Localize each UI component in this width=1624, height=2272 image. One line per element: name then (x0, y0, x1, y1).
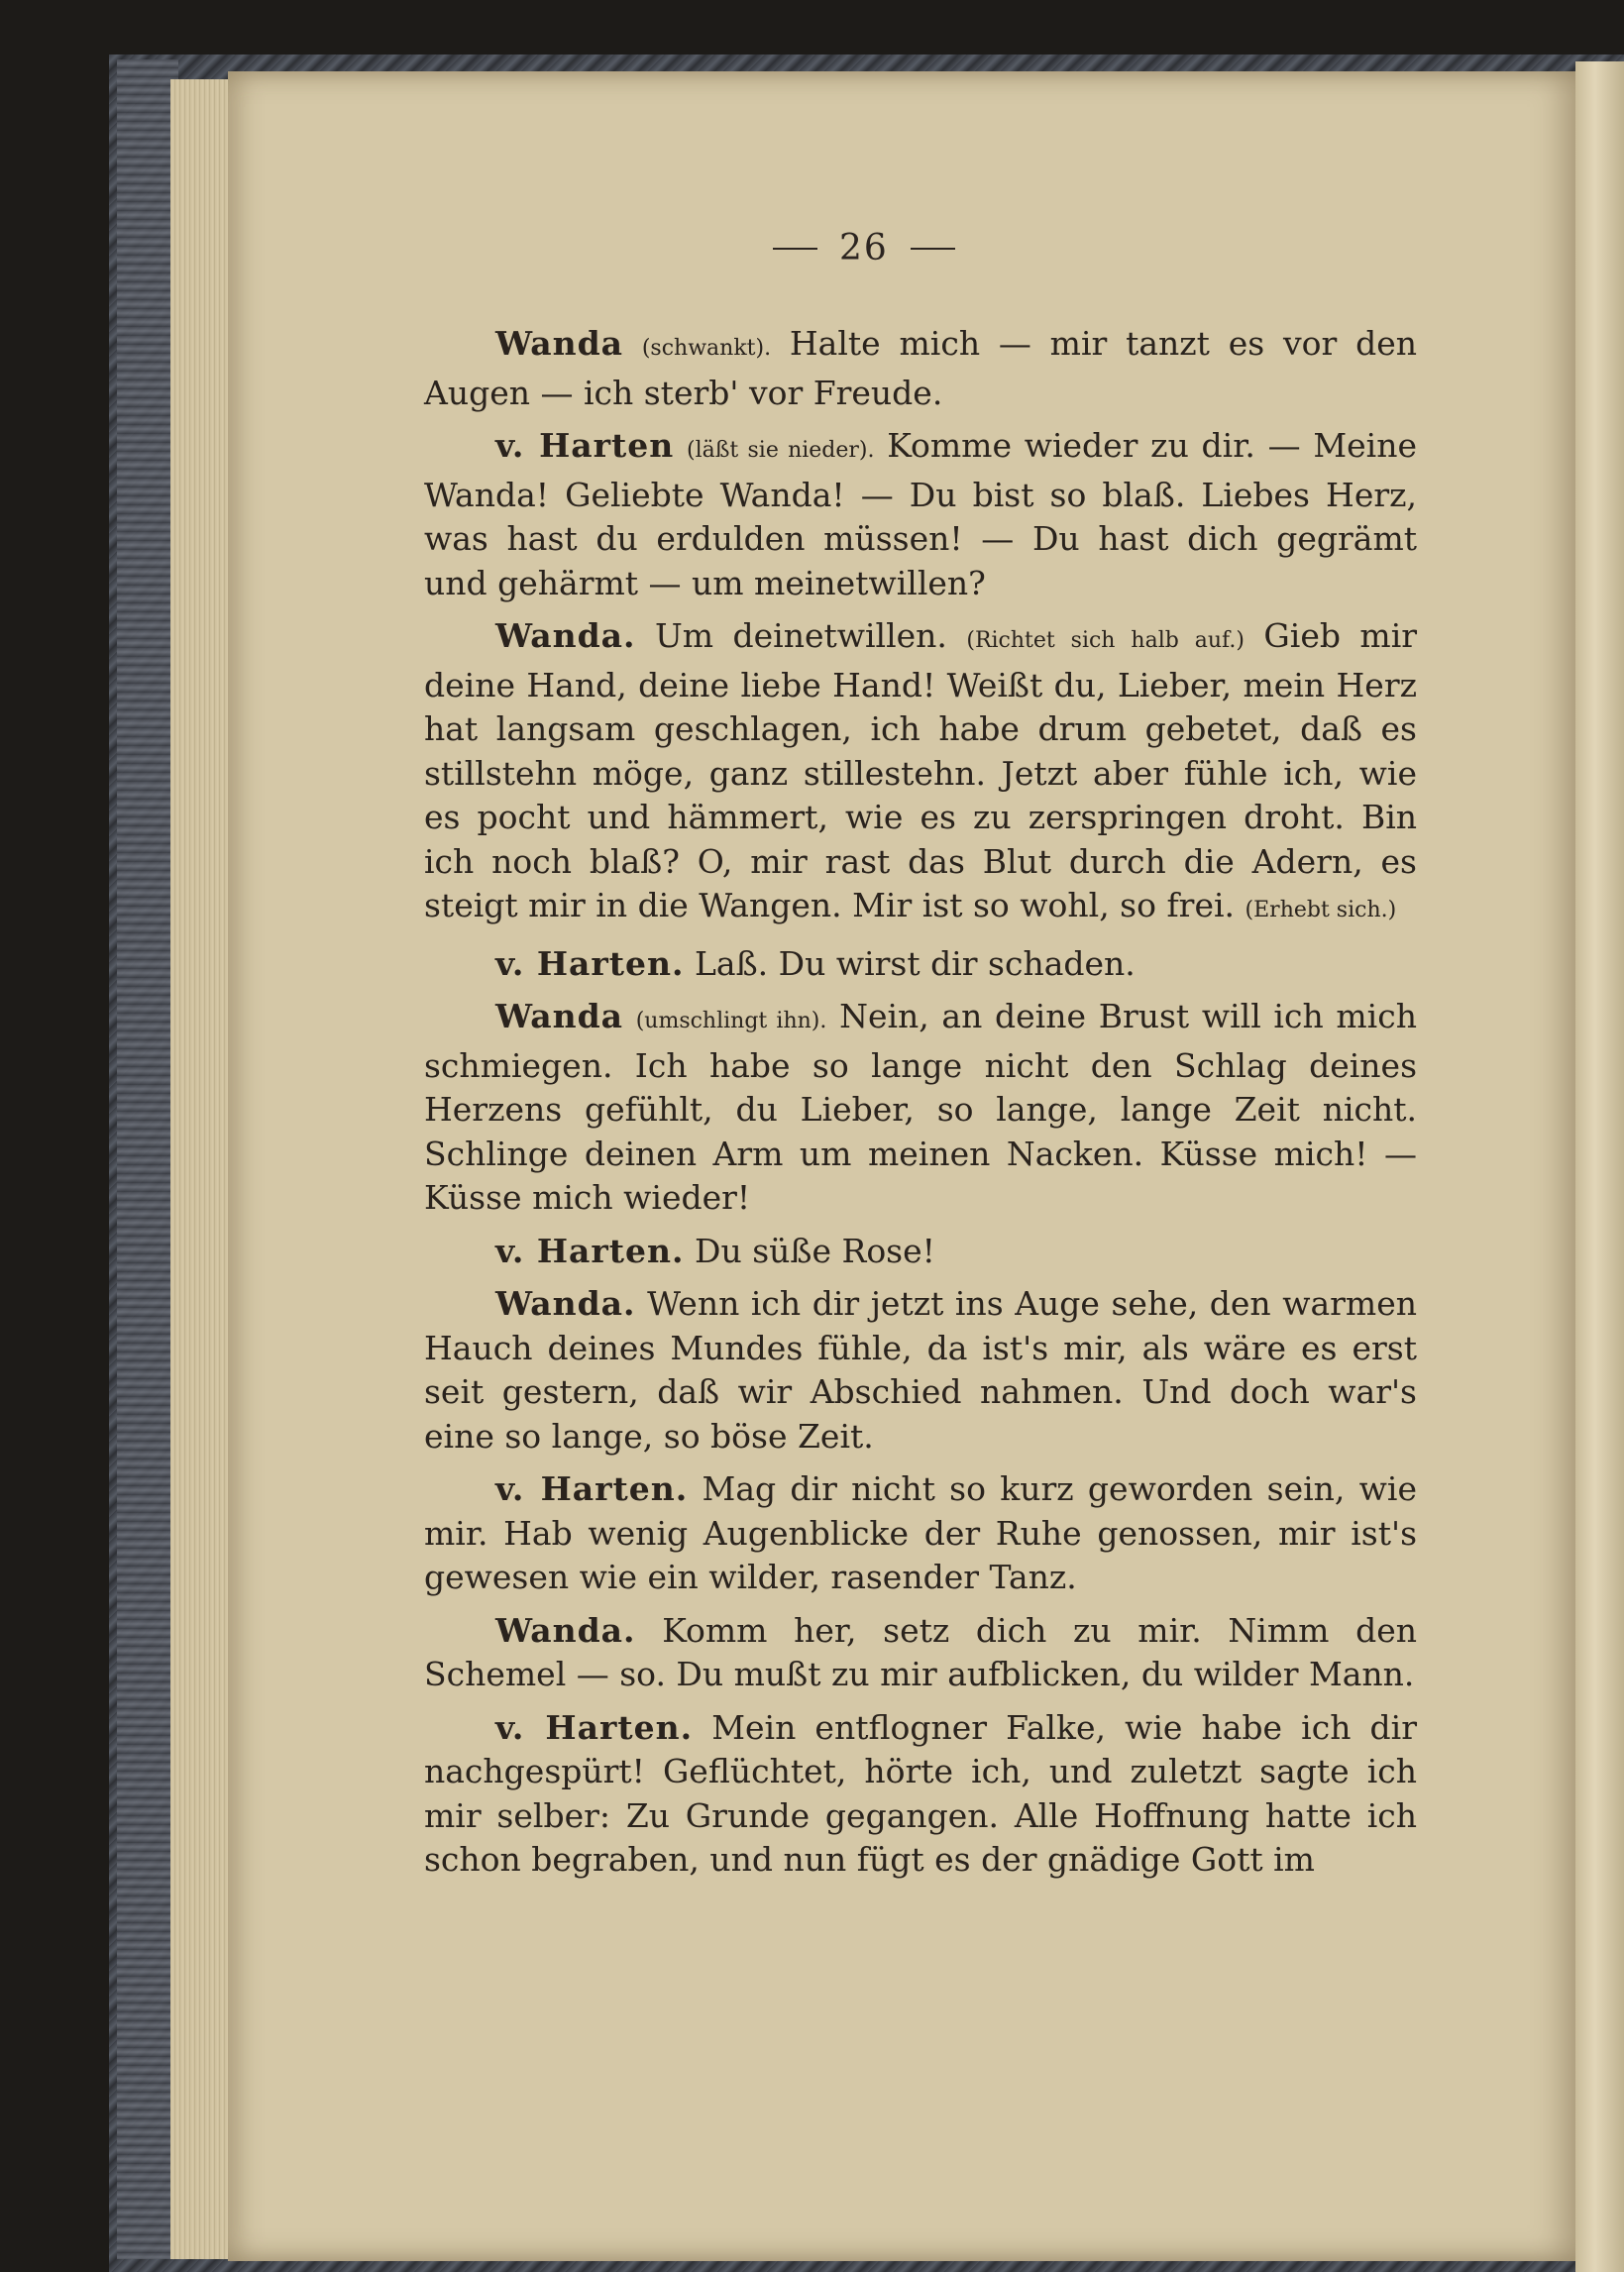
line-text: Wenn ich dir jetzt ins Auge sehe, den warmen Hauch deines Mundes fühle, da ist's mir, als wäre es erst seit gestern, daß wir Abschied nahmen. Und doch war's eine so lange, so böse Zeit. (424, 1284, 1417, 1456)
speaker-name: Wanda (495, 997, 624, 1035)
speaker-name: v. Harten. (495, 1469, 689, 1508)
line-text: Nein, an deine Brust will ich mich schmiegen. Ich habe so lange nicht den Schlag deines Herzens gefühlt, du Lieber, so lange, lange Zeit nicht. Schlinge deinen Arm um meinen Nacken. Küsse mich! — Küsse mich wieder! (424, 997, 1417, 1217)
speaker-name: v. Harten (495, 426, 675, 465)
paragraph (424, 424, 1417, 605)
line-text: Komme wieder zu dir. — Meine Wanda! Geliebte Wanda! — Du bist so blaß. Liebes Herz, was hast du erdulden müssen! — Du hast dich gegrämt und gehärmt — um meinetwillen? (424, 426, 1417, 602)
paragraph (424, 995, 1417, 1221)
line-text: Mein entflogner Falke, wie habe ich dir nachgespürt! Geflüchtet, hörte ich, und zuletzt sagte ich mir selber: Zu Grunde gegangen. Alle Hoffnung hatte ich schon begraben, und nun fügt es der gnädige Gott im (424, 1707, 1417, 1879)
line-text: Halte mich — mir tanzt es vor den Augen — ich sterb' vor Freude. (424, 324, 1417, 412)
paragraph (424, 1282, 1417, 1459)
speaker-name: Wanda. (495, 616, 636, 655)
paragraph (424, 1230, 1417, 1274)
paragraph (424, 1467, 1417, 1600)
page-number: 26 (839, 228, 889, 269)
page-number-header (773, 228, 1070, 269)
line-text: Du süße Rose! (695, 1231, 935, 1270)
stage-direction: (schwankt). (641, 336, 772, 361)
header-dash-left (773, 248, 817, 250)
header-dash-right (911, 248, 955, 250)
book-spine (117, 59, 178, 2259)
speaker-name: Wanda. (495, 1284, 636, 1323)
paragraph (424, 322, 1417, 415)
line-text: Gieb mir deine Hand, deine liebe Hand! Weißt du, Lieber, mein Herz hat langsam geschlagen, ich habe drum gebetet, daß es stillstehn möge, ganz stillestehn. Jetzt aber fühle ich, wie es pocht und hämmert, wie es zu zerspringen droht. Bin ich noch blaß? O, mir rast das Blut durch die Adern, es steigt mir in die Wangen. Mir ist so wohl, so frei. (424, 616, 1418, 924)
line-text: Um deinetwillen. (654, 616, 947, 655)
paragraph (424, 942, 1417, 987)
stage-direction: (Erhebt sich.) (1245, 898, 1397, 922)
speaker-name: Wanda (495, 324, 624, 363)
stage-direction: (Richtet sich halb auf.) (966, 628, 1245, 653)
paragraph (424, 1706, 1417, 1883)
speaker-name: v. Harten. (495, 943, 685, 983)
line-text: Mag dir nicht so kurz geworden sein, wie mir. Hab wenig Augenblicke der Ruhe genossen, mir ist's gewesen wie ein wilder, rasender Tanz. (424, 1469, 1417, 1596)
line-text: Komm her, setz dich zu mir. Nimm den Schemel — so. Du mußt zu mir aufblicken, du wilder Mann. (424, 1610, 1418, 1693)
paragraph (424, 1609, 1417, 1697)
facing-page-edge (1575, 61, 1624, 2272)
line-text: Laß. Du wirst dir schaden. (695, 943, 1136, 983)
stage-direction: (umschlingt ihn). (635, 1009, 827, 1033)
stage-direction: (läßt sie nieder). (686, 438, 875, 463)
dialogue-text (424, 322, 1417, 1892)
speaker-name: v. Harten. (495, 1707, 694, 1747)
speaker-name: v. Harten. (495, 1231, 685, 1270)
paragraph (424, 614, 1417, 933)
speaker-name: Wanda. (495, 1610, 636, 1650)
